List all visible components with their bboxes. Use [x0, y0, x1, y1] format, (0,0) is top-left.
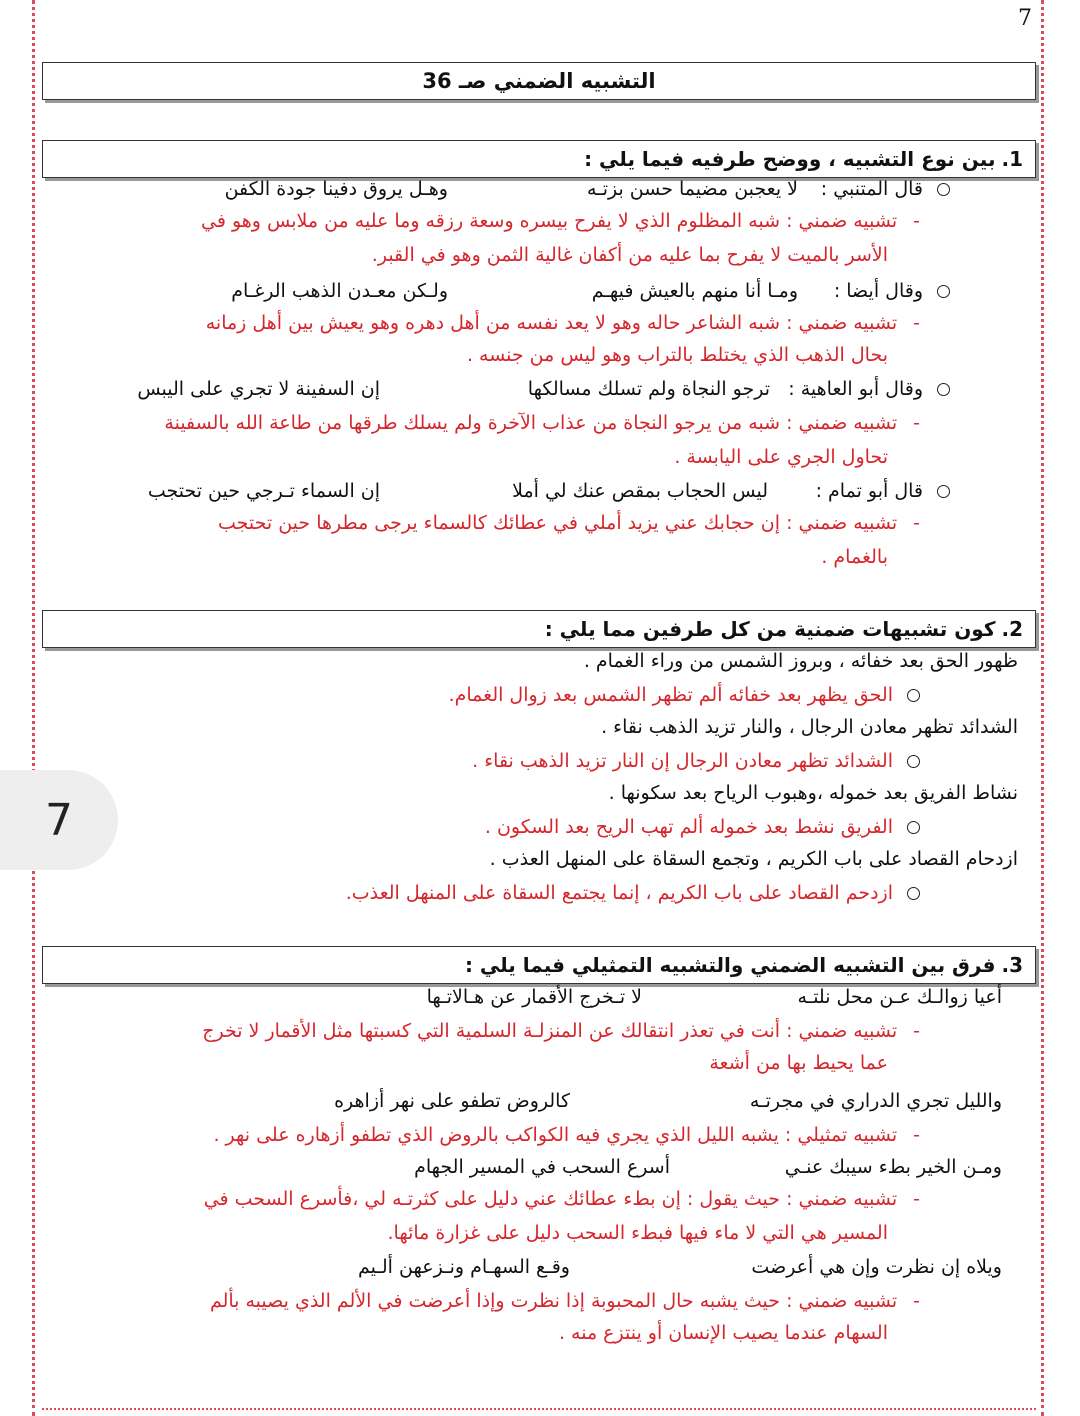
- q2-prompt-2: الشدائد تظهر معادن الرجال ، والنار تزيد الذهب نقاء .: [601, 716, 1018, 738]
- circle-bullet-icon: [937, 183, 950, 196]
- q1-item-3-hemistich-2: إن السفينة لا تجري على اليبس: [137, 378, 380, 400]
- q1-item-1-answer-line-2: الأسر بالميت لا يفرح بما عليه من أكفان غالية الثمن وهو في القبر.: [371, 244, 888, 266]
- q3-item-3-hemistich-2: أسرع السحب في المسير الجهام: [414, 1156, 670, 1178]
- q1-item-4-hemistich-2: إن السماء تـرجي حين تحتجب: [147, 480, 380, 502]
- circle-bullet-icon: [907, 821, 920, 834]
- page-number: 7: [1018, 6, 1032, 31]
- q1-item-1-answer-line-1: -تشبيه ضمني : شبه المظلوم الذي لا يفرح بيسره وسعة رزقه وما عليه من ملابس وهو في: [201, 210, 920, 232]
- q1-item-2-answer-line-2: بحال الذهب الذي يختلط بالتراب وهو ليس من جنسه .: [466, 344, 888, 366]
- q1-item-2-hemistich-2: ولـكن معـدن الذهب الرغـام: [231, 280, 448, 302]
- q3-item-3-answer-line-1: -تشبيه ضمني : حيث يقول : إن بطء عطائك عني دليل على كثرتـه لي ،فأسرع السحب في: [203, 1188, 920, 1210]
- q1-item-4-answer-line-1: -تشبيه ضمني : إن حجابك عني يزيد أملي في عطائك كالسماء يرجى مطرها حين تحتجب: [217, 512, 920, 534]
- q2-prompt-1: ظهور الحق بعد خفائه ، وبروز الشمس من وراء الغمام .: [583, 650, 1018, 672]
- q3-item-1-answer-line-2: عما يحيط بها من أشعة: [709, 1052, 888, 1074]
- q1-item-1-hemistich-1: لا يعجبن مضيما حسن بزتـه: [586, 178, 798, 200]
- page-title: التشبيه الضمني صـ 36: [42, 62, 1036, 100]
- circle-bullet-icon: [907, 887, 920, 900]
- q3-item-1-answer-line-1: -تشبيه ضمني : أنت في تعذر انتقالك عن المنزلـة السلمية التي كسبتها مثل الأقمار لا تخرج: [202, 1020, 920, 1042]
- q1-item-2-hemistich-1: ومـا أنا منهم بالعيش فيهـم: [591, 280, 798, 302]
- q3-item-4-hemistich-1: ويلاه إن نظرت وإن هي أعرضت: [751, 1256, 1002, 1278]
- q1-item-4-answer-line-2: بالغمام .: [821, 546, 888, 568]
- q1-item-3-answer-line-1: -تشبيه ضمني : شبه من يرجو النجاة من عذاب الآخرة ولم يسلك طرقها من طاعة الله بالسفينة: [164, 412, 920, 434]
- q3-item-2-answer-line-1: -تشبيه تمثيلي : يشبه الليل الذي يجري فيه الكواكب بالروض الذي تطفو أزهاره على نهر .: [213, 1124, 920, 1146]
- q3-item-1-hemistich-2: لا تـخرج الأقمار عن هـالاتـها: [426, 986, 642, 1008]
- q1-item-3-answer-line-2: تحاول الجري على اليابسة .: [674, 446, 888, 468]
- q1-item-3-intro: وقال أبو العاهية :: [788, 378, 950, 400]
- q1-item-3-hemistich-1: ترجو النجاة ولم تسلك مسالكها: [527, 378, 770, 400]
- circle-bullet-icon: [907, 689, 920, 702]
- q1-item-1-intro: قال المتنبي :: [821, 178, 950, 200]
- q1-item-2-intro: وقال أيضا :: [834, 280, 950, 302]
- circle-bullet-icon: [937, 285, 950, 298]
- q2-answer-3: الفريق نشط بعد خموله ألم تهب الريح بعد السكون .: [485, 816, 920, 838]
- question-2-heading: 2.كون تشبيهات ضمنية من كل طرفين مما يلي :: [42, 610, 1036, 648]
- q3-item-4-answer-line-2: السهام عندما يصيب الإنسان أو ينتزع منه .: [558, 1322, 888, 1344]
- q2-prompt-4: ازدحام القصاد على باب الكريم ، وتجمع السقاة على المنهل العذب .: [489, 848, 1018, 870]
- q3-item-3-hemistich-1: ومـن الخير بطء سيبك عنـي: [784, 1156, 1002, 1178]
- q3-item-2-hemistich-1: والليل تجري الدراري في مجرتـه: [749, 1090, 1002, 1112]
- q3-item-4-answer-line-1: -تشبيه ضمني : حيث يشبه حال المحبوبة إذا نظرت وإذا أعرضت في الألم الذي يصيبه بألم: [209, 1290, 920, 1312]
- q1-item-1-hemistich-2: وهـل يروق دفينا جودة الكفن: [224, 178, 448, 200]
- circle-bullet-icon: [907, 755, 920, 768]
- q3-item-4-hemistich-2: وقـع السهـام ونـزعهن ألـيم: [357, 1256, 570, 1278]
- circle-bullet-icon: [937, 383, 950, 396]
- q1-item-4-hemistich-1: ليس الحجاب بمقص عنك لي أملا: [512, 480, 768, 502]
- side-page-badge: 7: [0, 770, 118, 870]
- q3-item-2-hemistich-2: كالروض تطفو على نهر أزاهره: [334, 1090, 570, 1112]
- q2-answer-1: الحق يظهر بعد خفائه ألم تظهر الشمس بعد زوال الغمام.: [449, 684, 920, 706]
- q2-answer-4: ازدحم القصاد على باب الكريم ، إنما يجتمع السقاة على المنهل العذب.: [346, 882, 920, 904]
- question-1-heading: 1.بين نوع التشبيه ، ووضح طرفيه فيما يلي :: [42, 140, 1036, 178]
- q1-item-4-intro: قال أبو تمام :: [816, 480, 950, 502]
- circle-bullet-icon: [937, 485, 950, 498]
- bottom-border: [42, 1408, 1036, 1410]
- q3-item-1-hemistich-1: أعيا زوالـك عـن محل نلتـه: [797, 986, 1002, 1008]
- q3-item-3-answer-line-2: المسير هي التي لا ماء فيها فبطء السحب دليل على غزارة مائها.: [387, 1222, 888, 1244]
- q1-item-2-answer-line-1: -تشبيه ضمني : شبه الشاعر حاله وهو لا يعد نفسه من أهل دهره وهو يعيش بين أهل زمانه: [205, 312, 920, 334]
- q2-answer-2: الشدائد تظهر معادن الرجال إن النار تزيد الذهب نقاء .: [472, 750, 920, 772]
- question-3-heading: 3.فرق بين التشبيه الضمني والتشبيه التمثيلي فيما يلي :: [42, 946, 1036, 984]
- q2-prompt-3: نشاط الفريق بعد خموله ،وهبوب الرياح بعد سكونها .: [608, 782, 1018, 804]
